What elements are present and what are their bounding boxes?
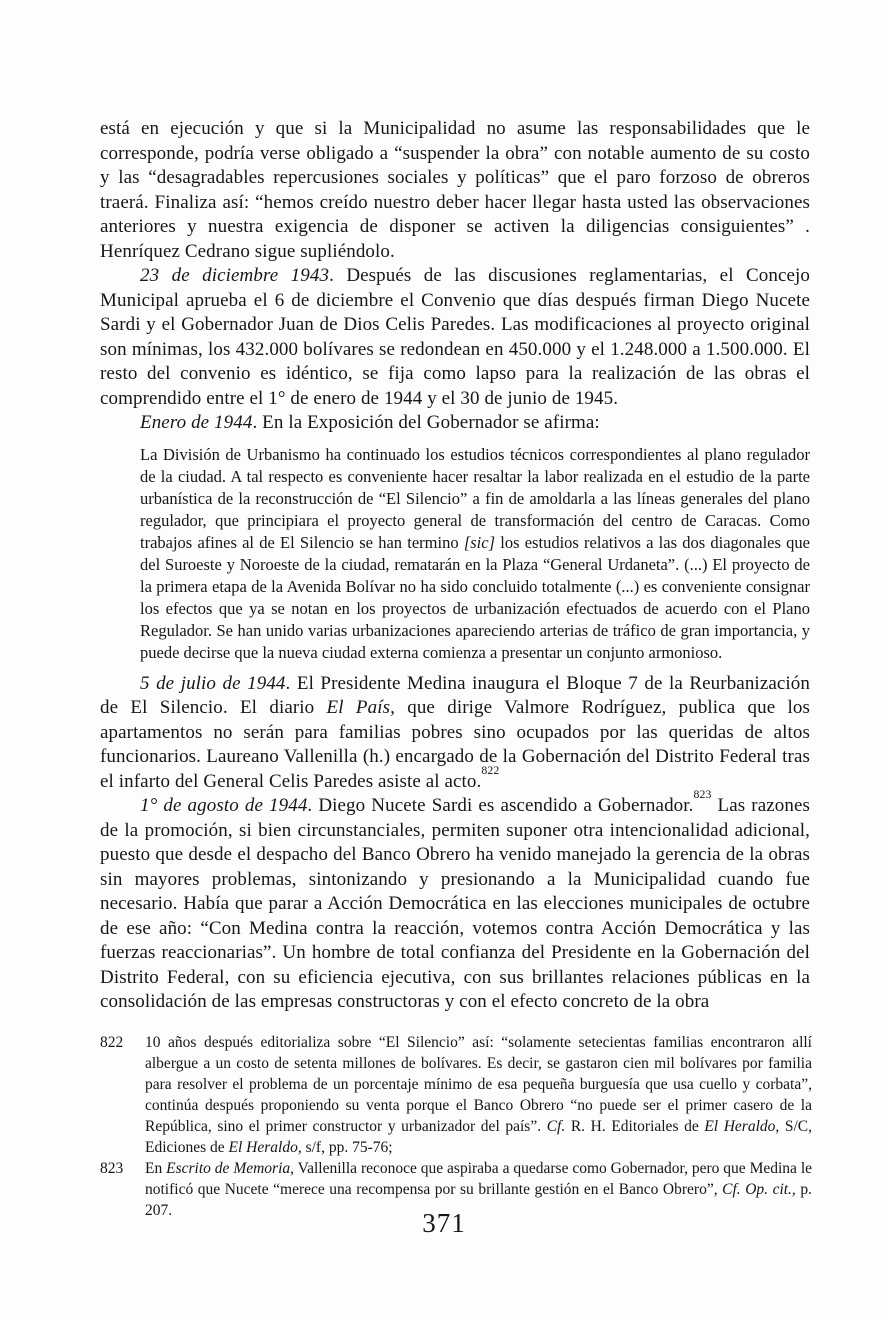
text-run: . En la Exposición del Gobernador se afirma: (252, 412, 600, 433)
block-quote (140, 444, 810, 664)
page-number: 371 (422, 1208, 466, 1238)
italic-text: [sic] (463, 532, 496, 552)
footnote-number: 823 (100, 1160, 124, 1177)
text-run: En (145, 1160, 167, 1177)
text-run: p. 207. (145, 1181, 812, 1219)
text-run: , S/C, Ediciones de (145, 1118, 812, 1156)
text-run: , s/f, pp. 75-76; (297, 1139, 393, 1156)
italic-text: El Heraldo (228, 1139, 298, 1156)
footnote-marker: 822 (481, 763, 500, 777)
paragraph (100, 672, 810, 795)
text-run: 10 años después editorializa sobre “El Silencio” así: “solamente setecientas familias encontraron allí albergue a un costo de setenta millones de bolívares. Es decir, se gastaron cien mil bolívares por familia para resolver el problema de un porcentaje mínimo de esa pequeña burguesía que usa cuello y corbata”, continúa después proponiendo su venta porque el Banco Obrero “no puede ser el primer casero de la República, sino el primer constructor y urbanizador del país”. (145, 1034, 812, 1135)
italic-text: 5 de julio de 1944 (140, 672, 286, 694)
text-run: los estudios relativos a las dos diagonales que del Suroeste y Noroeste de la ciudad, rematarán en la Plaza “General Urdaneta”. (...) El proyecto de la primera etapa de la Avenida Bolívar no ha sido concluido totalmente (...) es conveniente consignar los efectos que ya se notan en los proyectos de urbanización efectuados de acuerdo con el Plano Regulador. Se han unido varias urbanizaciones apareciendo arterias de tráfico de gran importancia, y puede decirse que la nueva ciudad externa comienza a presentar un conjunto armonioso. (140, 532, 810, 662)
italic-text: Escrito de Memoria (166, 1160, 291, 1177)
text-run: La División de Urbanismo ha continuado los estudios técnicos correspondientes al plano regulador de la ciudad. A tal respecto es conveniente hacer resaltar la labor realizada en el estudio de la parte urbanística de la reconstrucción de “El Silencio” a fin de amoldarla a las líneas generales del plano regulador, que principiara el proyecto general de transformación del centro de Caracas. Como trabajos afines al de El Silencio se han termino (140, 444, 810, 552)
footnotes-section (100, 1032, 812, 1221)
paragraph (100, 411, 810, 436)
paragraph (100, 264, 810, 411)
footnote-number: 822 (100, 1034, 124, 1051)
text-run: que dirige Valmore Rodríguez, publica que los apartamentos no serán para familias pobres sino ocupados por las queridas de altos funcionarios. Laureano Vallenilla (h.) encargado de la Gobernación del Distrito Federal tras el infarto del General Celis Paredes asiste al acto. (100, 697, 811, 792)
italic-text: 23 de diciembre 1943 (140, 265, 330, 286)
italic-text: El Heraldo (704, 1118, 776, 1135)
italic-text: Enero de 1944 (140, 412, 253, 433)
footnote-text (145, 1032, 812, 1158)
italic-text: 1° de agosto de 1944 (140, 795, 308, 816)
page-content (100, 117, 810, 1015)
text-run: Las razones de la promoción, si bien circunstanciales, permiten suponer otra intencionalidad adicional, puesto que desde el despacho del Banco Obrero ha venido manejado la gerencia de la obras sin mayores problemas, sintonizando y presionando a la Municipalidad cuando fue necesario. Había que parar a Acción Democrática en las elecciones municipales de octubre de ese año: “Con Medina contra la reacción, votemos contra Acción Democrática y las fuerzas reaccionarias”. Un hombre de total confianza del Presidente en la Gobernación del Distrito Federal, con su eficiencia ejecutiva, con sus brillantes relaciones públicas en la consolidación de las empresas constructoras y con el efecto concreto de la obra (100, 795, 810, 1012)
text-run: , Vallenilla reconoce que aspiraba a quedarse como Gobernador, pero que Medina le notificó que Nucete “merece una recompensa por su brillante gestión en el Banco Obrero”, (145, 1160, 813, 1198)
paragraph (100, 788, 810, 1015)
paragraph (100, 117, 810, 264)
footnote (100, 1032, 812, 1158)
italic-text: El País, (326, 697, 395, 718)
italic-text: Cf. Op. cit., (722, 1181, 796, 1198)
footnote-marker: 823 (693, 788, 712, 802)
italic-text: Cf. (546, 1118, 566, 1135)
text-run: está en ejecución y que si la Municipalidad no asume las responsabilidades que le corresponde, podría verse obligado a “suspender la obra” con notable aumento de su costo y las “desagradables repercusiones sociales y políticas” que el paro forzoso de obreros traerá. Finaliza así: “hemos creído nuestro deber hacer llegar hasta usted las observaciones anteriores y nuestra exigencia de disponer se activen la diligencias consiguientes” . Henríquez Cedrano sigue supliéndolo. (100, 118, 810, 262)
text-run: . El Presidente Medina inaugura el Bloque 7 de la Reurbanización de El Silencio. El diario (100, 672, 810, 718)
text-run: R. H. Editoriales de (565, 1118, 705, 1135)
text-run: . Después de las discusiones reglamentarias, el Concejo Municipal aprueba el 6 de diciembre el Convenio que días después firman Diego Nucete Sardi y el Gobernador Juan de Dios Celis Paredes. Las modificaciones al proyecto original son mínimas, los 432.000 bolívares se redondean en 450.000 y el 1.248.000 a 1.500.000. El resto del convenio es idéntico, se fija como lapso para la realización de las obras el comprendido entre el 1° de enero de 1944 y el 30 de junio de 1945. (100, 265, 810, 409)
text-run: . Diego Nucete Sardi es ascendido a Gobernador. (307, 795, 694, 816)
